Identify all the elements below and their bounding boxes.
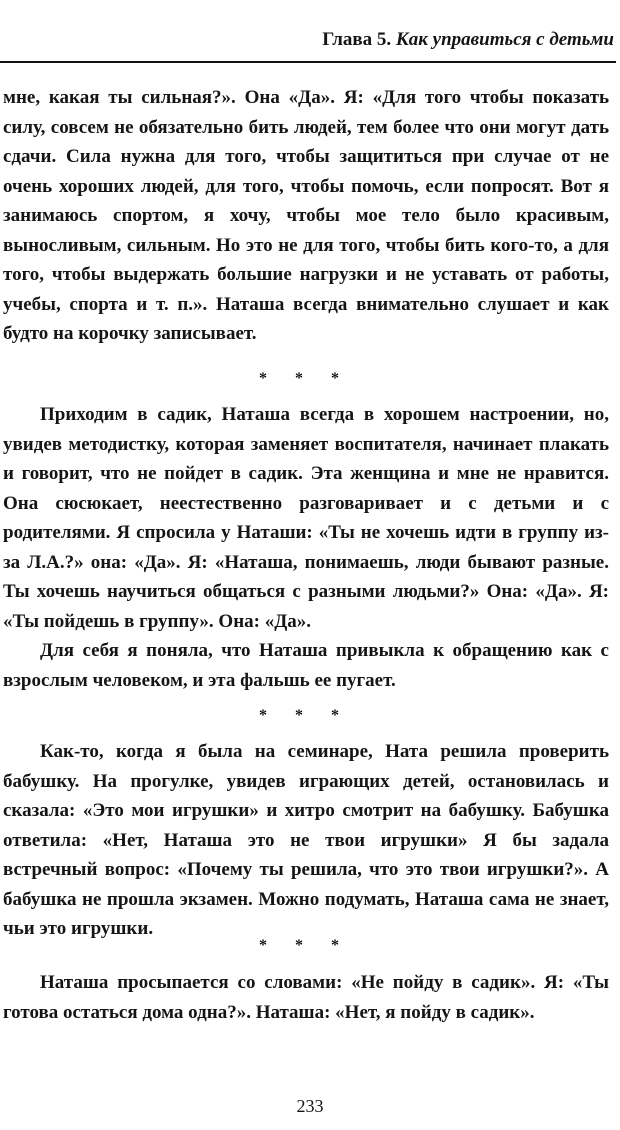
chapter-title: Как управиться с детьми: [395, 29, 614, 50]
section-divider: * * *: [259, 370, 351, 387]
text-section-1: [3, 83, 609, 349]
section-divider: * * *: [259, 707, 351, 724]
paragraph: Как-то, когда я была на семинаре, Ната решила проверить бабушку. На прогулке, увидев играющих детей, остановилась и сказала: «Это мои игрушки» и хитро смотрит на бабушку. Бабушка ответила: «Нет, Наташа это не твои игрушки» Я бы задала встречный вопрос: «Почему ты решила, что это твои игрушки?». А бабушка не прошла экзамен. Можно подумать, Наташа сама не знает, чьи это игрушки.: [3, 741, 609, 939]
text-section-3: [3, 737, 609, 944]
paragraph: Наташа просыпается со словами: «Не пойду в садик». Я: «Ты готова остаться дома одна?». Наташа: «Нет, я пойду в садик».: [3, 972, 609, 1023]
paragraph: Для себя я поняла, что Наташа привыкла к обращению как с взрослым человеком, и эта фальшь ее пугает.: [3, 640, 609, 691]
running-head: [0, 26, 614, 54]
chapter-label: Глава 5.: [322, 29, 392, 50]
text-section-2: [3, 400, 609, 695]
paragraph: мне, какая ты сильная?». Она «Да». Я: «Для того чтобы показать силу, совсем не обязательно бить людей, тем более что они могут дать сдачи. Сила нужна для того, чтобы защититься при случае от не очень хороших людей, для того, чтобы помочь, если попросят. Вот я занимаюсь спортом, я хочу, чтобы мое тело было красивым, выносливым, сильным. Но это не для того, чтобы бить кого-то, а для того, чтобы выдержать большие нагрузки и не уставать от работы, учебы, спорта и т. п.». Наташа всегда внимательно слушает и как будто на корочку записывает.: [3, 87, 609, 344]
paragraph: Приходим в садик, Наташа всегда в хорошем настроении, но, увидев методистку, которая заменяет воспитателя, начинает плакать и говорит, что не пойдет в садик. Эта женщина и мне не нравится. Она сюсюкает, неестественно разговаривает и с детьми и с родителями. Я спросила у Наташи: «Ты не хочешь идти в группу из-за Л.А.?» она: «Да». Я: «Наташа, понимаешь, люди бывают разные. Ты хочешь научиться общаться с разными людьми?» Она: «Да». Я: «Ты пойдешь в группу». Она: «Да».: [3, 404, 609, 632]
section-divider: * * *: [259, 937, 351, 954]
text-section-4: [3, 968, 609, 1027]
page-number: 233: [296, 1096, 324, 1116]
header-rule: [0, 61, 616, 63]
